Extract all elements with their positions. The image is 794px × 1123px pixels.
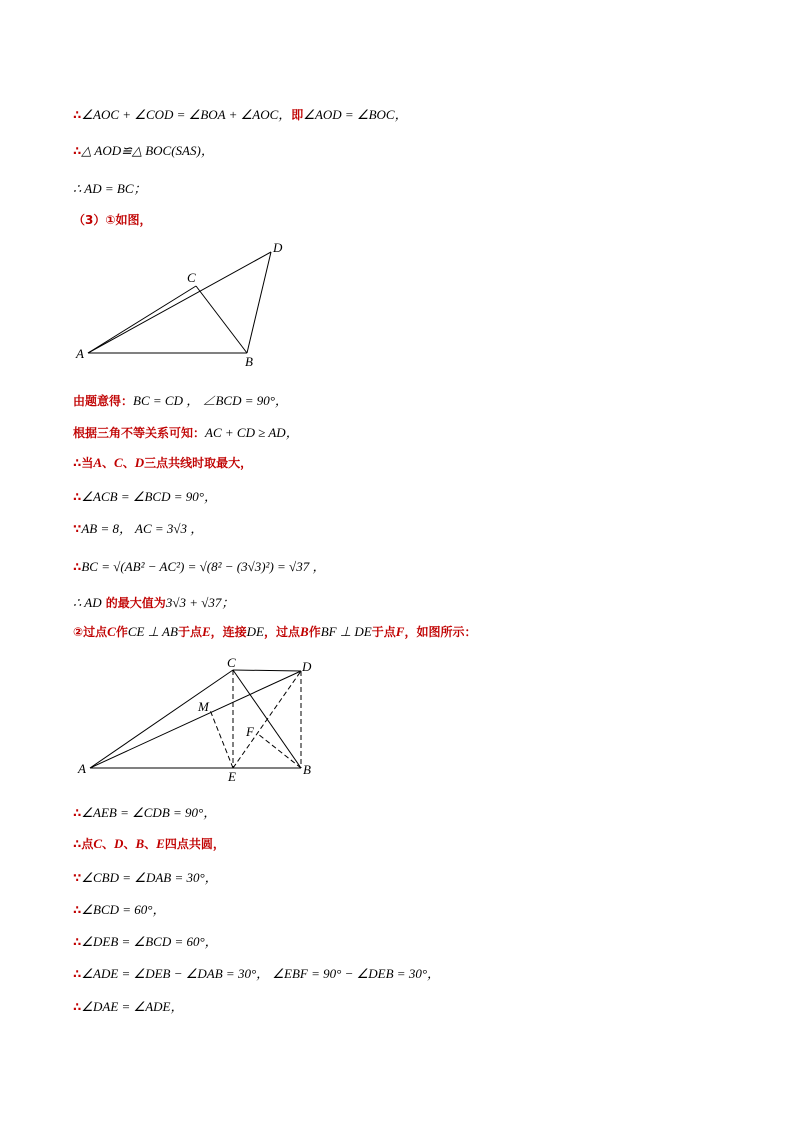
therefore-symbol: ∴ [73, 1000, 82, 1014]
therefore-symbol: ∴ [73, 144, 82, 158]
equation: BC = CD ， ∠BCD = 90°， [133, 393, 288, 408]
proof-line-11 [73, 592, 234, 611]
equation: △ AOD≌△ BOC(SAS)， [81, 143, 214, 158]
proof-line-17 [73, 931, 218, 950]
point-label: C [93, 836, 103, 851]
equation: ∠AOC + ∠COD = ∠BOA + ∠AOC， [81, 107, 292, 122]
label-m: M [198, 699, 209, 714]
therefore-symbol: ∴ [73, 560, 82, 574]
separator: 、 [144, 837, 157, 851]
statement-text: 于点 [371, 625, 396, 639]
equation: ∠AEB = ∠CDB = 90°， [81, 805, 217, 820]
equation: 3√3 + √37； [165, 595, 235, 610]
point-label: B [135, 836, 145, 851]
proof-line-5 [73, 390, 288, 409]
separator: 、 [102, 456, 115, 470]
proof-line-7 [73, 454, 252, 471]
proof-line-8 [73, 486, 217, 505]
separator: 、 [102, 837, 115, 851]
proof-line-10 [73, 556, 325, 575]
point-label: E [201, 624, 211, 639]
label-a: A [76, 346, 84, 361]
point-label: C [107, 624, 116, 639]
statement-text: ∴当 [73, 456, 94, 470]
proof-line-15 [73, 867, 218, 886]
statement-text: 作 [308, 625, 321, 639]
therefore-symbol: ∴ [73, 490, 82, 504]
equation: CE ⊥ AB [127, 624, 178, 639]
statement-text: ∴点 [73, 837, 94, 851]
statement-text: 作 [115, 625, 128, 639]
equation: ∠AOD = ∠BOC， [303, 107, 408, 122]
therefore-symbol: ∴ [73, 967, 82, 981]
because-symbol: ∵ [73, 871, 82, 885]
equation: DE [246, 624, 264, 639]
proof-line-1 [73, 104, 408, 123]
therefore-symbol: ∴ [73, 108, 82, 122]
label-d: D [302, 659, 312, 674]
proof-line-9 [73, 518, 203, 537]
equation: ∠ADE = ∠DEB − ∠DAB = 30°， ∠EBF = 90° − ∠DEB = 30°， [81, 966, 441, 981]
equation: BC = √(AB² − AC²) = √(8² − (3√3)²) = √37 ， [81, 559, 326, 574]
equation: ∠ACB = ∠BCD = 90°， [81, 489, 217, 504]
proof-line-13 [73, 802, 216, 821]
point-label: D [114, 836, 124, 851]
figure-1-triangle [70, 240, 300, 370]
therefore-symbol: ∴ [73, 903, 82, 917]
label-a: A [78, 761, 86, 776]
therefore-symbol: ∴ [73, 806, 82, 820]
equation: ∠CBD = ∠DAB = 30°， [81, 870, 218, 885]
label-f: F [246, 724, 254, 739]
statement-text: 三点共线时取最大， [144, 456, 253, 470]
because-symbol: ∵ [73, 522, 82, 536]
statement-text: 于点 [177, 625, 202, 639]
statement-text: 四点共圆， [164, 837, 225, 851]
proof-line-6 [73, 422, 299, 441]
label-b: B [245, 354, 253, 369]
separator: 、 [123, 837, 136, 851]
statement-text: ②过点 [73, 625, 108, 639]
point-label: A [93, 455, 103, 470]
equation: ∴ AD [73, 595, 102, 610]
statement-text: 根据三角不等关系可知： [73, 426, 206, 440]
figure-2-construction [70, 655, 330, 790]
part-3-heading [73, 211, 152, 228]
equation: ∠DAE = ∠ADE， [81, 999, 184, 1014]
equation: ∴ AD = BC； [73, 181, 147, 196]
equation: ∠DEB = ∠BCD = 60°， [81, 934, 218, 949]
label-c: C [187, 270, 196, 285]
heading-text: （3）①如图， [73, 213, 152, 227]
proof-line-14 [73, 835, 225, 852]
label-c: C [227, 655, 236, 670]
statement-text: ，如图所示： [404, 625, 477, 639]
connector-text: 即 [291, 108, 304, 122]
point-label: E [156, 836, 165, 851]
proof-line-16 [73, 899, 166, 918]
point-label: B [300, 624, 309, 639]
statement-text: ，连接 [210, 625, 247, 639]
point-label: F [395, 624, 405, 639]
equation: BF ⊥ DE [320, 624, 372, 639]
proof-line-18 [73, 963, 440, 982]
separator: 、 [122, 456, 135, 470]
equation: AB = 8， AC = 3√3 ， [81, 521, 204, 536]
statement-text: 由题意得： [73, 394, 134, 408]
proof-line-19 [73, 996, 183, 1015]
proof-line-3 [73, 178, 147, 197]
statement-text: 的最大值为 [101, 596, 166, 610]
label-d: D [273, 240, 283, 255]
equation: AC + CD ≥ AD， [205, 425, 299, 440]
proof-line-12 [73, 623, 476, 640]
point-label: D [134, 455, 145, 470]
point-label: C [114, 455, 123, 470]
label-b: B [303, 762, 311, 777]
equation: ∠BCD = 60°， [81, 902, 166, 917]
proof-line-2 [73, 140, 214, 159]
statement-text: ，过点 [264, 625, 301, 639]
therefore-symbol: ∴ [73, 935, 82, 949]
label-e: E [228, 769, 236, 784]
